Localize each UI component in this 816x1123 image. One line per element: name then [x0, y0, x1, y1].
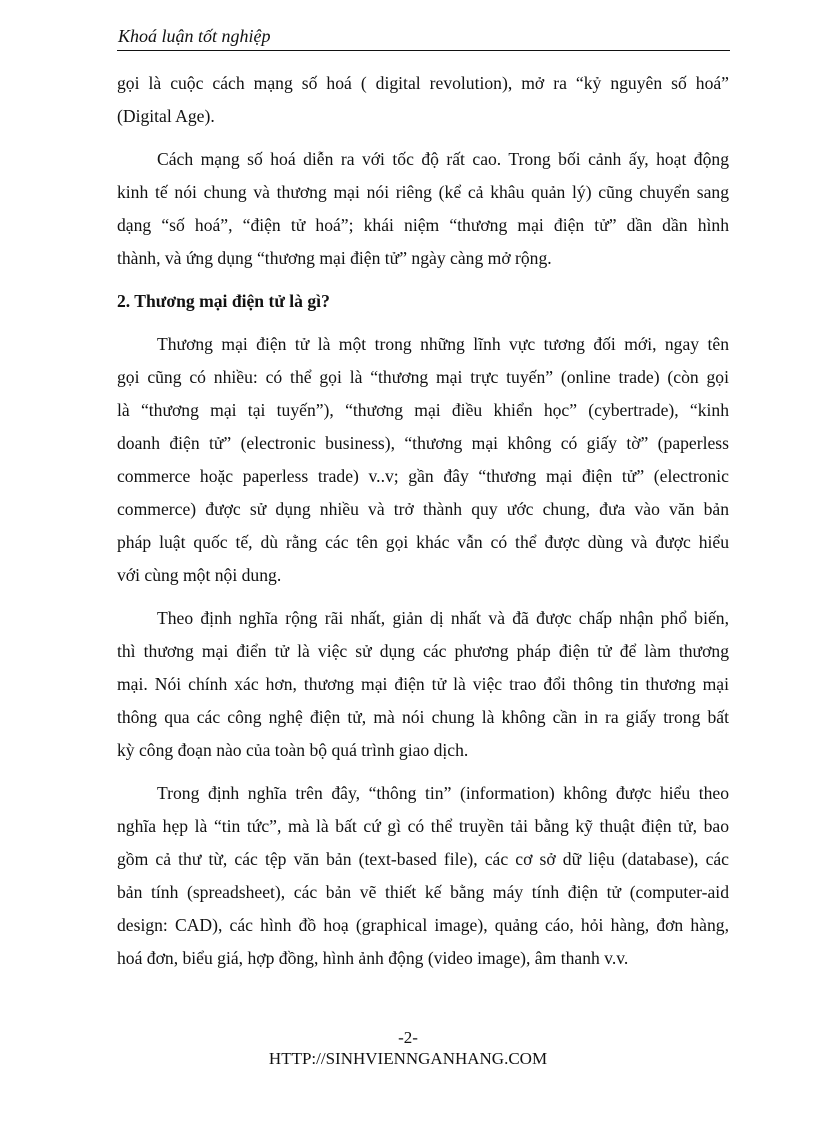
footer-url: HTTP://SINHVIENNGANHANG.COM: [268, 1049, 548, 1068]
text-line: (Digital Age).: [117, 106, 215, 126]
text-line: commerce hoặc paperless trade) v..v; gần đây “thương mại điện tử” (electronic: [117, 466, 729, 486]
text-line: Theo định nghĩa rộng rãi nhất, giản dị nhất và đã được chấp nhận phổ biến,: [157, 608, 729, 628]
text-line: dạng “số hoá”, “điện tử hoá”; khái niệm “thương mại điện tử” dần dần hình: [117, 215, 729, 235]
text-line: Cách mạng số hoá diễn ra với tốc độ rất cao. Trong bối cảnh ấy, hoạt động: [157, 149, 729, 169]
text-line: thành, và ứng dụng “thương mại điện tử” ngày càng mở rộng.: [117, 248, 552, 268]
text-line: là “thương mại tại tuyến”), “thương mại điều khiển học” (cybertrade), “kinh: [117, 400, 729, 420]
header-title: Khoá luận tốt nghiệp: [118, 26, 271, 46]
text-line: với cùng một nội dung.: [117, 565, 282, 585]
text-line: nghĩa hẹp là “tin tức”, mà là bất cứ gì có thể truyền tải bằng kỹ thuật điện tử, bao: [117, 816, 729, 836]
text-line: pháp luật quốc tế, dù rằng các tên gọi khác vẫn có thể được dùng và được hiểu: [117, 532, 729, 552]
text-line: gồm cả thư từ, các tệp văn bản (text-based file), các cơ sở dữ liệu (database), các: [117, 849, 729, 869]
text-line: kỳ công đoạn nào của toàn bộ quá trình giao dịch.: [117, 740, 469, 760]
text-line: gọi cũng có nhiều: có thể gọi là “thương mại trực tuyến” (online trade) (còn gọi: [117, 367, 729, 387]
text-line: kinh tế nói chung và thương mại nói riêng (kể cả khâu quản lý) cũng chuyển sang: [117, 182, 729, 202]
text-line: thông qua các công nghệ điện tử, mà nói chung là không cần in ra giấy trong bất: [117, 707, 729, 727]
text-line: design: CAD), các hình đồ hoạ (graphical image), quảng cáo, hỏi hàng, đơn hàng,: [117, 915, 729, 935]
document-body: [117, 67, 729, 975]
page-header: [117, 20, 730, 51]
section-heading: 2. Thương mại điện tử là gì?: [117, 291, 330, 311]
text-line: bản tính (spreadsheet), các bản vẽ thiết kế bằng máy tính điện tử (computer-aid: [117, 882, 729, 902]
text-line: thì thương mại điển tử là việc sử dụng các phương pháp điện tử để làm thương: [117, 641, 729, 661]
text-line: commerce) được sử dụng nhiều và trở thành quy ước chung, đưa vào văn bản: [117, 499, 729, 519]
text-line: Thương mại điện tử là một trong những lĩnh vực tương đối mới, ngay tên: [157, 334, 729, 354]
page-number: -2-: [398, 1028, 418, 1047]
text-line: hoá đơn, biểu giá, hợp đồng, hình ảnh động (video image), âm thanh v.v.: [117, 948, 629, 968]
text-line: mại. Nói chính xác hơn, thương mại điện tử là việc trao đổi thông tin thương mại: [117, 674, 729, 694]
text-line: doanh điện tử” (electronic business), “thương mại không có giấy tờ” (paperless: [117, 433, 729, 453]
text-line: Trong định nghĩa trên đây, “thông tin” (information) không được hiểu theo: [157, 783, 729, 803]
text-line: gọi là cuộc cách mạng số hoá ( digital revolution), mở ra “kỷ nguyên số hoá”: [117, 73, 729, 93]
